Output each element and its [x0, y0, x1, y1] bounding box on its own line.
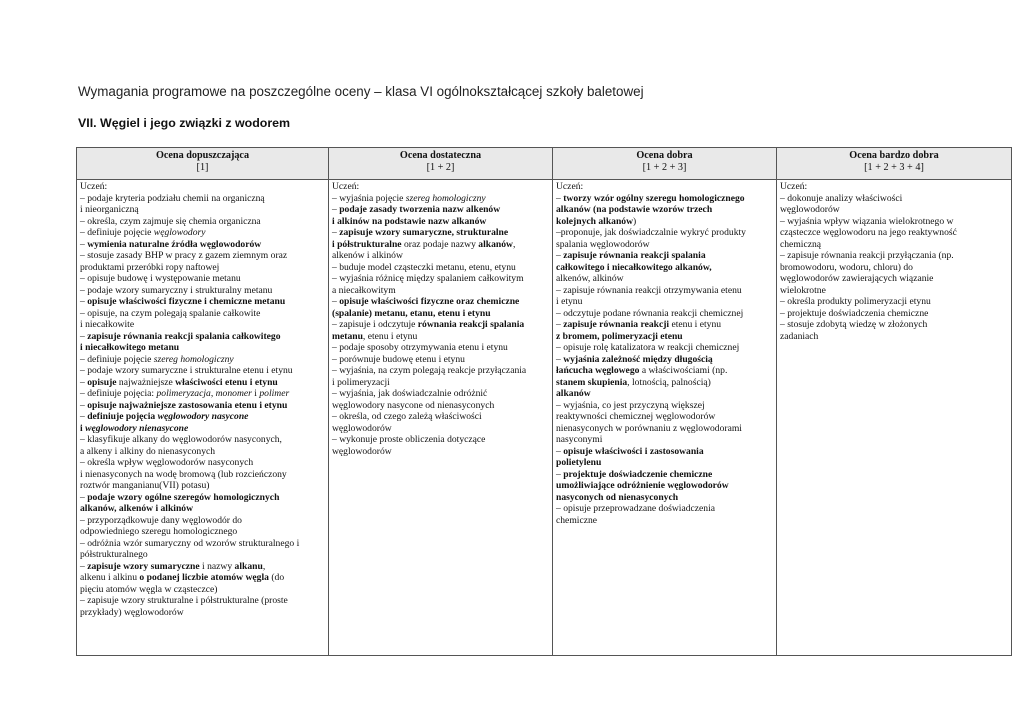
requirement-text: –	[556, 445, 564, 457]
requirement-line	[80, 526, 325, 538]
requirement-text: odpowiedniego szeregu homologicznego	[80, 526, 238, 537]
requirement-text: tworzy wzór ogólny szeregu homologicznego	[563, 192, 745, 204]
requirement-text: –	[556, 468, 564, 480]
requirement-text: –	[332, 227, 340, 238]
requirement-text: polimeryzacja	[156, 388, 211, 399]
header-grade-sufficient	[77, 148, 329, 180]
requirement-line	[80, 262, 325, 274]
requirement-text: – wykonuje proste obliczenia dotyczące	[332, 434, 486, 445]
requirement-text: – opisuje, na czym polegają spalanie całkowite	[80, 307, 261, 319]
requirement-text: reaktywności chemicznej węglowodorów	[556, 411, 716, 422]
requirement-line	[80, 538, 325, 550]
requirement-line	[80, 595, 325, 607]
requirement-line	[80, 239, 325, 251]
requirements-cell	[77, 180, 329, 656]
requirement-text: –	[80, 491, 88, 503]
requirement-text: a niecałkowitym	[332, 284, 396, 296]
requirement-text: – opisuje rolę katalizatora w reakcji chemicznej	[556, 342, 740, 353]
requirement-text: całkowitego i niecałkowitego alkanów,	[556, 261, 712, 273]
requirement-line	[780, 227, 1008, 239]
requirement-line	[80, 331, 325, 343]
requirement-text: – definiuje pojęcie	[80, 353, 154, 365]
requirement-text: zapisuje równania reakcji spalania	[563, 250, 706, 261]
requirement-text: –	[556, 353, 564, 365]
requirement-text: ,	[512, 238, 516, 250]
requirement-text: łańcucha węglowego	[556, 365, 640, 376]
requirement-text: opisuje	[87, 376, 117, 388]
requirement-line	[556, 492, 773, 504]
requirements-cell	[777, 180, 1012, 656]
requirement-line	[780, 262, 1008, 274]
requirement-text: węglowodory nasycone od nienasyconych	[332, 399, 495, 411]
requirement-line	[780, 216, 1008, 228]
requirement-line	[80, 227, 325, 239]
requirement-text: –	[332, 204, 340, 215]
requirement-line	[80, 561, 325, 573]
requirement-line	[780, 285, 1008, 297]
requirement-text: i nienasyconych na wodę bromową (lub rozcieńczony	[80, 468, 287, 480]
requirement-line	[780, 319, 1008, 331]
requirement-line	[556, 365, 773, 377]
requirement-text: umożliwiające odróżnienie węglowodorów	[556, 480, 729, 491]
requirement-text: węglowodory	[153, 227, 206, 238]
requirement-line	[332, 400, 549, 412]
requirement-line	[332, 239, 549, 251]
requirement-text: alkanów, alkenów i alkinów	[80, 503, 194, 514]
requirement-text: – zapisuje wzory strukturalne i półstrukturalne (proste	[80, 595, 288, 606]
requirement-text: – określa, od czego zależą właściwości	[332, 411, 482, 422]
requirement-line	[556, 308, 773, 320]
requirement-line	[80, 492, 325, 504]
requirement-text: –	[80, 411, 88, 422]
student-label: Uczeń:	[80, 181, 108, 192]
requirement-text: oraz podaje nazwy	[401, 238, 479, 250]
requirement-text: i polimeryzacji	[332, 376, 390, 388]
requirement-line	[556, 400, 773, 412]
requirement-line	[332, 308, 549, 320]
requirement-text: alkanów	[478, 238, 513, 250]
requirement-line	[80, 446, 325, 458]
requirement-text: – wyjaśnia, co jest przyczyną większej	[556, 399, 705, 411]
requirement-text: –	[80, 560, 88, 572]
section-heading: VII. Węgiel i jego związki z wodorem	[78, 116, 291, 130]
requirement-line	[80, 607, 325, 619]
requirement-line	[556, 239, 773, 251]
requirement-line	[556, 515, 773, 527]
requirement-text: – wyjaśnia wpływ wiązania wielokrotnego w	[780, 215, 954, 227]
requirement-line	[332, 216, 549, 228]
requirement-line	[556, 227, 773, 239]
requirement-line	[556, 446, 773, 458]
requirement-line	[780, 193, 1008, 205]
student-label: Uczeń:	[780, 181, 808, 192]
requirement-text: szereg homologiczny	[405, 192, 486, 204]
requirement-text: nienasyconych w porównaniu z węglowodorami	[556, 422, 742, 434]
requirement-text: –	[80, 399, 88, 411]
requirement-line	[332, 342, 549, 354]
requirement-text: – podaje wzory sumaryczny i strukturalny metanu	[80, 284, 273, 296]
requirement-text: półstrukturalnego	[80, 549, 148, 560]
requirement-line	[556, 262, 773, 274]
requirement-line	[556, 388, 773, 400]
requirement-text: opisuje właściwości fizyczne i chemiczne metanu	[87, 296, 286, 307]
requirement-line	[780, 204, 1008, 216]
requirement-text: –	[556, 250, 564, 261]
requirement-line	[556, 423, 773, 435]
requirement-text: – wyjaśnia różnicę między spalaniem całkowitym	[332, 273, 524, 284]
requirement-line	[80, 319, 325, 331]
requirement-line	[332, 423, 549, 435]
requirement-line	[556, 216, 773, 228]
requirement-text: – zapisuje i odczytuje	[332, 319, 418, 330]
requirement-text: i	[251, 388, 260, 399]
requirement-text: – podaje sposoby otrzymywania etenu i etynu	[332, 342, 508, 353]
requirement-line	[556, 319, 773, 331]
requirement-line	[80, 400, 325, 412]
header-title: Ocena bardzo dobra	[849, 150, 939, 161]
requirement-text: wyjaśnia zależność między długością	[563, 353, 713, 365]
requirement-text: polimer	[259, 388, 290, 399]
requirement-text: opisuje właściwości fizyczne oraz chemiczne	[339, 296, 520, 307]
requirement-text: i etynu	[556, 296, 583, 307]
requirement-text: – definiuje pojęcia:	[80, 388, 157, 399]
requirement-text: o podanej liczbie atomów węgla	[139, 572, 269, 583]
requirement-text: alkenu i alkinu	[80, 572, 140, 583]
requirement-text: –	[80, 376, 88, 388]
requirement-line	[80, 388, 325, 400]
requirement-text: nasyconymi	[556, 434, 603, 445]
table-header-row	[77, 148, 1012, 180]
requirement-line	[80, 365, 325, 377]
requirement-text: nasyconych od nienasyconych	[556, 491, 679, 503]
requirement-line	[556, 342, 773, 354]
requirement-line	[80, 549, 325, 561]
requirement-line	[80, 216, 325, 228]
requirement-text: z bromem, polimeryzacji etenu	[556, 330, 683, 342]
requirement-text: najważniejsze	[116, 376, 176, 388]
requirement-line	[80, 434, 325, 446]
requirement-text: a alkeny i alkiny do nienasyconych	[80, 445, 216, 457]
requirement-text: opisuje właściwości i zastosowania	[563, 445, 704, 457]
requirement-line	[556, 457, 773, 469]
requirement-text: węglowodorów	[780, 204, 840, 215]
requirement-line	[780, 308, 1008, 320]
requirement-text: – podaje kryteria podziału chemii na organiczną	[80, 192, 265, 204]
requirement-text: alkanów (na podstawie wzorów trzech	[556, 204, 713, 215]
requirement-line	[80, 250, 325, 262]
requirements-list	[780, 193, 1008, 343]
requirement-line	[332, 285, 549, 297]
requirement-text: – klasyfikuje alkany do węglowodorów nasyconych,	[80, 434, 282, 445]
requirement-line	[556, 354, 773, 366]
document-title: Wymagania programowe na poszczególne oceny – klasa VI ogólnokształcącej szkoły baletowej	[78, 84, 644, 99]
requirement-text: (spalanie) metanu, etanu, etenu i etynu	[332, 307, 491, 319]
requirement-text: –	[332, 296, 340, 307]
header-grade-satisfactory	[329, 148, 553, 180]
requirement-line	[80, 193, 325, 205]
requirement-line	[332, 331, 549, 343]
requirement-line	[80, 354, 325, 366]
header-grade-very-good	[777, 148, 1012, 180]
requirement-text: – zapisuje równania reakcji przyłączania (np.	[780, 250, 954, 261]
requirement-line	[80, 457, 325, 469]
header-level: [1 + 2 + 3]	[642, 162, 687, 173]
requirement-text: przykłady) węglowodorów	[80, 606, 184, 618]
requirement-text: zapisuje równania reakcji	[563, 319, 670, 330]
requirement-line	[332, 227, 549, 239]
requirement-text: )	[633, 215, 637, 227]
requirement-text: węglowodorów	[332, 445, 392, 457]
requirement-line	[80, 296, 325, 308]
requirement-line	[80, 503, 325, 515]
requirement-text: chemiczne	[556, 514, 598, 526]
requirement-text: węglowodorów zawierających wiązanie	[780, 273, 934, 284]
requirement-text: – wyjaśnia, jak doświadczalnie odróżnić	[332, 388, 488, 399]
requirement-text: –	[556, 319, 564, 330]
requirement-line	[556, 204, 773, 216]
requirement-line	[80, 480, 325, 492]
requirement-text: – odczytuje podane równania reakcji chemicznej	[556, 307, 744, 319]
requirement-text: podaje wzory ogólne szeregów homologicznych	[87, 491, 280, 503]
requirement-text: kolejnych alkanów	[556, 215, 634, 227]
requirement-line	[332, 273, 549, 285]
requirement-text: równania reakcji spalania	[417, 319, 525, 330]
requirement-text: – wyjaśnia, na czym polegają reakcje przyłączania	[332, 365, 527, 376]
requirement-text: projektuje doświadczenie chemiczne	[563, 468, 713, 480]
header-title: Ocena dostateczna	[399, 150, 482, 161]
requirement-line	[556, 469, 773, 481]
requirement-text: –	[556, 192, 564, 204]
requirement-text: polietylenu	[556, 457, 602, 468]
requirement-text: , etenu i etynu	[362, 330, 418, 342]
requirement-text: podaje zasady tworzenia nazw alkenów	[339, 204, 501, 215]
requirement-text: –	[80, 238, 88, 250]
header-level: [1 + 2]	[426, 162, 455, 173]
requirement-text: węglowodorów	[332, 422, 392, 434]
requirement-line	[80, 273, 325, 285]
requirement-text: ,	[210, 388, 216, 399]
requirement-line	[80, 204, 325, 216]
requirement-line	[780, 296, 1008, 308]
header-grade-good	[553, 148, 777, 180]
requirement-text: – projektuje doświadczenia chemiczne	[780, 307, 929, 319]
requirement-text: alkanów	[556, 388, 591, 399]
requirement-text: chemiczną	[780, 238, 822, 250]
requirement-line	[332, 204, 549, 216]
requirement-line	[80, 423, 325, 435]
requirement-text: – określa wpływ węglowodorów nasyconych	[80, 457, 254, 468]
requirement-text: spalania węglowodorów	[556, 238, 650, 250]
header-level: [1]	[196, 162, 209, 173]
requirement-text: i niecałkowitego metanu	[80, 342, 180, 353]
requirement-line	[556, 250, 773, 262]
requirement-text: opisuje najważniejsze zastosowania etenu i etynu	[87, 399, 288, 411]
requirement-line	[556, 411, 773, 423]
requirement-text: stanem skupienia	[556, 376, 628, 388]
requirement-line	[332, 319, 549, 331]
requirement-text: –proponuje, jak doświadczalnie wykryć produkty	[556, 227, 746, 238]
requirement-line	[556, 503, 773, 515]
requirement-text: węglowodory nienasycone	[85, 422, 189, 434]
requirement-text: – opisuje przeprowadzane doświadczenia	[556, 503, 716, 514]
requirement-text: i nieorganiczną	[80, 204, 139, 215]
requirement-text: –	[80, 330, 88, 342]
requirement-text: właściwości etenu i etynu	[175, 376, 278, 388]
requirement-line	[780, 239, 1008, 251]
requirement-line	[556, 193, 773, 205]
requirement-line	[80, 515, 325, 527]
requirement-line	[556, 285, 773, 297]
requirement-text: – stosuje zasady BHP w pracy z gazem ziemnym oraz	[80, 250, 288, 261]
requirement-text: – dokonuje analizy właściwości	[780, 192, 903, 204]
requirement-text: produktami przeróbki ropy naftowej	[80, 261, 220, 273]
requirement-text: węglowodory nasycone	[157, 411, 249, 422]
requirement-line	[556, 296, 773, 308]
requirement-text: – określa produkty polimeryzacji etynu	[780, 296, 931, 307]
requirement-text: etenu i etynu	[669, 319, 722, 330]
header-title: Ocena dobra	[636, 150, 693, 161]
requirement-line	[332, 434, 549, 446]
requirement-line	[332, 377, 549, 389]
requirement-text: pięciu atomów węgla w cząsteczce)	[80, 583, 218, 595]
requirement-text: – buduje model cząsteczki metanu, etenu, etynu	[332, 261, 516, 273]
requirement-line	[332, 365, 549, 377]
requirement-text: i	[80, 422, 86, 434]
requirement-line	[556, 434, 773, 446]
requirement-text: definiuje pojęcia	[87, 411, 158, 422]
requirement-text: – podaje wzory sumaryczne i strukturalne etenu i etynu	[80, 365, 293, 376]
requirement-text: szereg homologiczny	[153, 353, 234, 365]
requirement-line	[556, 331, 773, 343]
requirement-text: alkenów, alkinów	[556, 273, 624, 284]
requirement-line	[80, 572, 325, 584]
requirements-list	[556, 193, 773, 527]
requirement-text: ,	[262, 560, 266, 572]
requirement-line	[80, 584, 325, 596]
requirement-line	[332, 262, 549, 274]
requirements-list	[332, 193, 549, 458]
requirement-text: – opisuje budowę i występowanie metanu	[80, 273, 241, 284]
requirement-text: – porównuje budowę etenu i etynu	[332, 353, 465, 365]
requirement-line	[80, 308, 325, 320]
requirement-text: – przyporządkowuje dany węglowodór do	[80, 514, 242, 526]
requirement-text: alkenów i alkinów	[332, 250, 403, 261]
student-label: Uczeń:	[332, 181, 360, 192]
requirement-text: zadaniach	[780, 330, 819, 342]
requirement-text: cząsteczce węglowodoru na jego reaktywność	[780, 227, 957, 238]
requirement-text: – stosuje zdobytą wiedzę w złożonych	[780, 319, 928, 330]
requirement-line	[556, 480, 773, 492]
requirement-text: wielokrotne	[780, 284, 826, 296]
requirement-text: (do	[268, 572, 285, 583]
requirement-text: wymienia naturalne źródła węglowodorów	[87, 238, 262, 250]
requirement-text: zapisuje wzory sumaryczne, strukturalne	[339, 227, 509, 238]
requirement-line	[80, 469, 325, 481]
student-label: Uczeń:	[556, 181, 584, 192]
requirement-line	[80, 411, 325, 423]
requirement-line	[332, 193, 549, 205]
requirement-text: roztwór manganianu(VII) potasu)	[80, 480, 210, 491]
requirement-text: alkanu	[234, 560, 263, 572]
requirement-text: a właściwościami (np.	[639, 365, 728, 376]
requirement-line	[332, 411, 549, 423]
requirement-text: i półstrukturalne	[332, 238, 402, 250]
requirement-text: zapisuje wzory sumaryczne	[87, 560, 200, 572]
table-body-row	[77, 180, 1012, 656]
requirements-table	[76, 147, 1012, 656]
requirement-text: i alkinów na podstawie nazw alkanów	[332, 215, 487, 227]
requirement-line	[780, 331, 1008, 343]
requirement-line	[556, 273, 773, 285]
requirement-text: monomer	[215, 388, 252, 399]
requirement-text: – definiuje pojęcie	[80, 227, 154, 238]
requirement-text: i nazwy	[199, 560, 235, 572]
requirement-text: , lotnością, palnością)	[627, 376, 711, 388]
requirement-text: bromowodoru, wodoru, chloru) do	[780, 261, 913, 273]
requirement-text: – odróżnia wzór sumaryczny od wzorów strukturalnego i	[80, 537, 300, 549]
requirement-text: – określa, czym zajmuje się chemia organiczna	[80, 215, 261, 227]
requirements-list	[80, 193, 325, 619]
requirement-line	[80, 377, 325, 389]
requirement-line	[80, 342, 325, 354]
requirement-line	[332, 388, 549, 400]
requirement-text: metanu	[332, 330, 363, 342]
requirement-text: – wyjaśnia pojęcie	[332, 192, 406, 204]
requirement-line	[556, 377, 773, 389]
requirement-line	[332, 296, 549, 308]
requirement-text: –	[80, 296, 88, 307]
header-title: Ocena dopuszczająca	[155, 150, 250, 161]
requirements-cell	[553, 180, 777, 656]
requirement-line	[80, 285, 325, 297]
requirement-text: i niecałkowite	[80, 319, 135, 330]
requirements-cell	[329, 180, 553, 656]
requirement-line	[332, 250, 549, 262]
requirement-text: zapisuje równania reakcji spalania całkowitego	[87, 330, 281, 342]
requirement-line	[332, 446, 549, 458]
requirement-line	[780, 273, 1008, 285]
requirement-text: – zapisuje równania reakcji otrzymywania etenu	[556, 284, 742, 296]
header-level: [1 + 2 + 3 + 4]	[864, 162, 924, 173]
requirement-line	[780, 250, 1008, 262]
requirement-line	[332, 354, 549, 366]
